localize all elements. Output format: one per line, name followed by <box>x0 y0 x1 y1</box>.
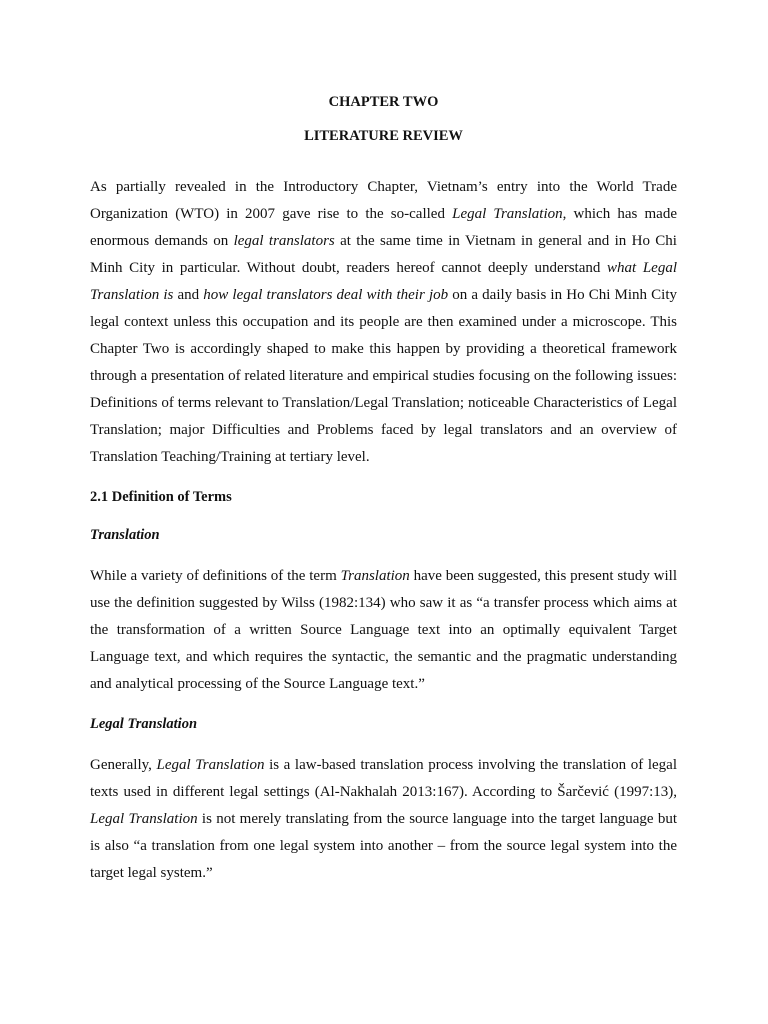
intro-paragraph <box>90 174 677 471</box>
legal-text-1: Generally, <box>90 757 157 773</box>
chapter-title: LITERATURE REVIEW <box>304 128 463 144</box>
intro-italic-3: what Legal Translation is <box>90 260 677 303</box>
intro-text-2: , which has made enormous demands on <box>90 206 678 249</box>
page-content <box>90 92 677 887</box>
legal-translation-paragraph <box>90 752 677 887</box>
translation-paragraph <box>90 563 677 698</box>
legal-text-2: is a law-based translation process involving the translation of legal texts used in different legal settings (Al-Nakhalah 2013:167). According to Šarčević (1997:13), <box>90 757 678 800</box>
section-heading: 2.1 Definition of Terms <box>90 489 232 505</box>
chapter-heading: CHAPTER TWO <box>328 94 439 110</box>
intro-italic-1: Legal Translation <box>452 206 563 222</box>
translation-text-1: While a variety of definitions of the term <box>90 568 341 584</box>
translation-italic-1: Translation <box>340 568 410 584</box>
legal-translation-heading: Legal Translation <box>90 716 198 732</box>
intro-text-4: and <box>173 287 204 303</box>
legal-italic-2: Legal Translation <box>90 811 198 827</box>
intro-text-5: on a daily basis in Ho Chi Minh City legal context unless this occupation and its people are then examined under a microscope. This Chapter Two is accordingly shaped to make this happen by providing a theoretical framework through a presentation of related literature and empirical studies focusing on the following issues: Definitions of terms relevant to Translation/Legal Translation; noticeable Characteristics of Legal Translation; major Difficulties and Problems faced by legal translators and an overview of Translation Teaching/Training at tertiary level. <box>90 287 677 465</box>
legal-italic-1: Legal Translation <box>156 757 265 773</box>
legal-text-3: is not merely translating from the source language into the target language but is also “a translation from one legal system into another – from the source legal system into the target legal system.” <box>90 811 678 881</box>
intro-text-3: at the same time in Vietnam in general and in Ho Chi Minh City in particular. Without doubt, readers hereof cannot deeply understand <box>90 233 677 276</box>
intro-text-1: As partially revealed in the Introductory Chapter, Vietnam’s entry into the World Trade Organization (WTO) in 2007 gave rise to the so-called <box>90 179 677 222</box>
intro-italic-2: legal translators <box>233 233 335 249</box>
translation-text-2: have been suggested, this present study will use the definition suggested by Wilss (1982:134) who saw it as “a transfer process which aims at the transformation of a written Source Language text into an optimally equivalent Target Language text, and which requires the syntactic, the semantic and the pragmatic understanding and analytical processing of the Source Language text.” <box>90 568 677 692</box>
intro-italic-4: how legal translators deal with their job <box>203 287 449 303</box>
translation-heading: Translation <box>90 527 160 543</box>
